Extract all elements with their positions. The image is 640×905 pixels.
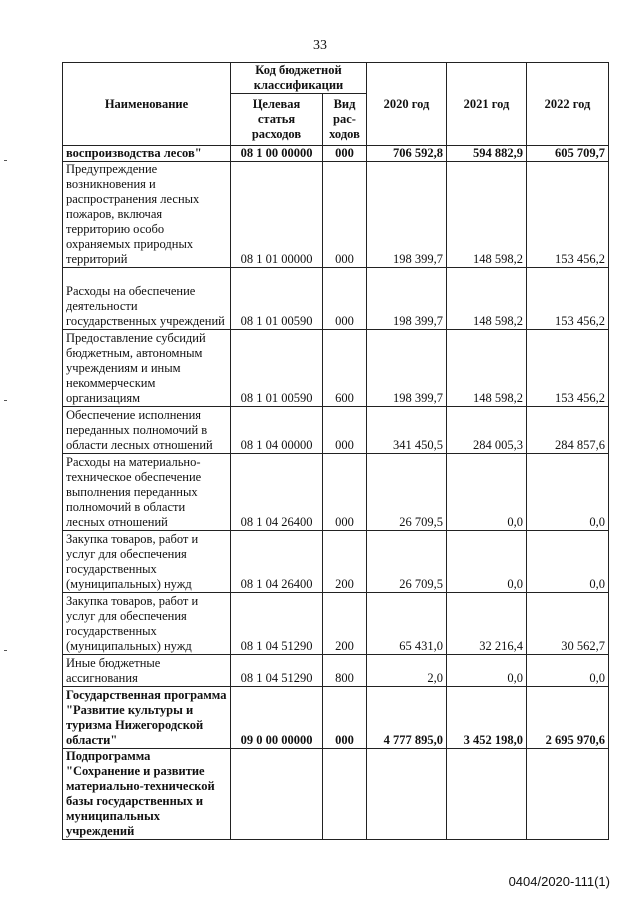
row-value-2020 — [367, 749, 447, 840]
header-2021: 2021 год — [447, 63, 527, 146]
row-value-2022: 0,0 — [527, 531, 609, 593]
header-2020: 2020 год — [367, 63, 447, 146]
table-row — [63, 593, 609, 655]
row-value-2022: 284 857,6 — [527, 407, 609, 454]
row-expense-type: 600 — [323, 330, 367, 407]
row-target-code: 08 1 01 00590 — [231, 330, 323, 407]
row-value-2020: 198 399,7 — [367, 268, 447, 330]
table-row — [63, 146, 609, 162]
row-value-2022: 30 562,7 — [527, 593, 609, 655]
row-value-2020: 26 709,5 — [367, 531, 447, 593]
row-name: воспроизводства лесов" — [63, 146, 231, 162]
row-target-code: 08 1 04 26400 — [231, 454, 323, 531]
document-code: 0404/2020-111(1) — [508, 874, 610, 889]
page-number: 33 — [313, 38, 327, 53]
margin-mark — [4, 650, 7, 651]
row-expense-type — [323, 749, 367, 840]
row-value-2020: 341 450,5 — [367, 407, 447, 454]
row-value-2021: 594 882,9 — [447, 146, 527, 162]
row-value-2020: 65 431,0 — [367, 593, 447, 655]
row-value-2022: 2 695 970,6 — [527, 687, 609, 749]
table-row — [63, 655, 609, 687]
row-name: Расходы на материально-техническое обеспечение выполнения переданных полномочий в области лесных отношений — [63, 454, 231, 531]
margin-mark — [4, 160, 7, 161]
row-value-2021: 0,0 — [447, 454, 527, 531]
row-target-code: 09 0 00 00000 — [231, 687, 323, 749]
table-row — [63, 531, 609, 593]
row-value-2022: 153 456,2 — [527, 268, 609, 330]
row-value-2021: 284 005,3 — [447, 407, 527, 454]
row-expense-type: 000 — [323, 146, 367, 162]
row-value-2022: 153 456,2 — [527, 162, 609, 268]
row-name: Закупка товаров, работ и услуг для обеспечения государственных (муниципальных) нужд — [63, 531, 231, 593]
row-value-2020: 198 399,7 — [367, 162, 447, 268]
row-value-2021: 148 598,2 — [447, 330, 527, 407]
header-target: Целевая статья расходов — [231, 94, 323, 146]
row-value-2022 — [527, 749, 609, 840]
table-row — [63, 330, 609, 407]
row-expense-type: 200 — [323, 593, 367, 655]
row-target-code: 08 1 04 26400 — [231, 531, 323, 593]
header-type: Вид рас-ходов — [323, 94, 367, 146]
header-name: Наименование — [63, 63, 231, 146]
header-row-top — [63, 63, 609, 94]
row-value-2021: 148 598,2 — [447, 268, 527, 330]
row-target-code: 08 1 04 51290 — [231, 655, 323, 687]
row-value-2022: 153 456,2 — [527, 330, 609, 407]
table-row — [63, 749, 609, 840]
table-row — [63, 687, 609, 749]
row-target-code: 08 1 04 51290 — [231, 593, 323, 655]
row-name: Предупреждение возникновения и распространения лесных пожаров, включая территорию особо охраняемых природных территорий — [63, 162, 231, 268]
row-name: Иные бюджетные ассигнования — [63, 655, 231, 687]
row-expense-type: 000 — [323, 454, 367, 531]
row-value-2020: 2,0 — [367, 655, 447, 687]
row-value-2022: 0,0 — [527, 655, 609, 687]
row-name: Обеспечение исполнения переданных полномочий в области лесных отношений — [63, 407, 231, 454]
row-value-2020: 26 709,5 — [367, 454, 447, 531]
table-row — [63, 268, 609, 330]
row-target-code: 08 1 04 00000 — [231, 407, 323, 454]
row-value-2020: 4 777 895,0 — [367, 687, 447, 749]
row-expense-type: 000 — [323, 268, 367, 330]
row-target-code: 08 1 00 00000 — [231, 146, 323, 162]
row-target-code — [231, 749, 323, 840]
row-expense-type: 000 — [323, 687, 367, 749]
row-target-code: 08 1 01 00000 — [231, 162, 323, 268]
table-row — [63, 454, 609, 531]
row-expense-type: 000 — [323, 162, 367, 268]
row-expense-type: 200 — [323, 531, 367, 593]
header-code-group: Код бюджетной классификации — [231, 63, 367, 94]
row-target-code: 08 1 01 00590 — [231, 268, 323, 330]
row-name: Расходы на обеспечение деятельности государственных учреждений — [63, 268, 231, 330]
row-expense-type: 000 — [323, 407, 367, 454]
row-name: Государственная программа "Развитие культуры и туризма Нижегородской области" — [63, 687, 231, 749]
row-value-2021: 148 598,2 — [447, 162, 527, 268]
table-row — [63, 162, 609, 268]
row-value-2022: 0,0 — [527, 454, 609, 531]
table-row — [63, 407, 609, 454]
row-name: Закупка товаров, работ и услуг для обеспечения государственных (муниципальных) нужд — [63, 593, 231, 655]
margin-mark — [4, 400, 7, 401]
row-name: Подпрограмма "Сохранение и развитие материально-технической базы государственных и муниципальных учреждений — [63, 749, 231, 840]
row-value-2021: 0,0 — [447, 531, 527, 593]
row-value-2021: 0,0 — [447, 655, 527, 687]
row-value-2020: 198 399,7 — [367, 330, 447, 407]
row-value-2022: 605 709,7 — [527, 146, 609, 162]
row-name: Предоставление субсидий бюджетным, автономным учреждениям и иным некоммерческим организациям — [63, 330, 231, 407]
row-value-2021 — [447, 749, 527, 840]
row-value-2021: 32 216,4 — [447, 593, 527, 655]
row-value-2020: 706 592,8 — [367, 146, 447, 162]
budget-table — [62, 62, 609, 840]
row-expense-type: 800 — [323, 655, 367, 687]
row-value-2021: 3 452 198,0 — [447, 687, 527, 749]
header-2022: 2022 год — [527, 63, 609, 146]
